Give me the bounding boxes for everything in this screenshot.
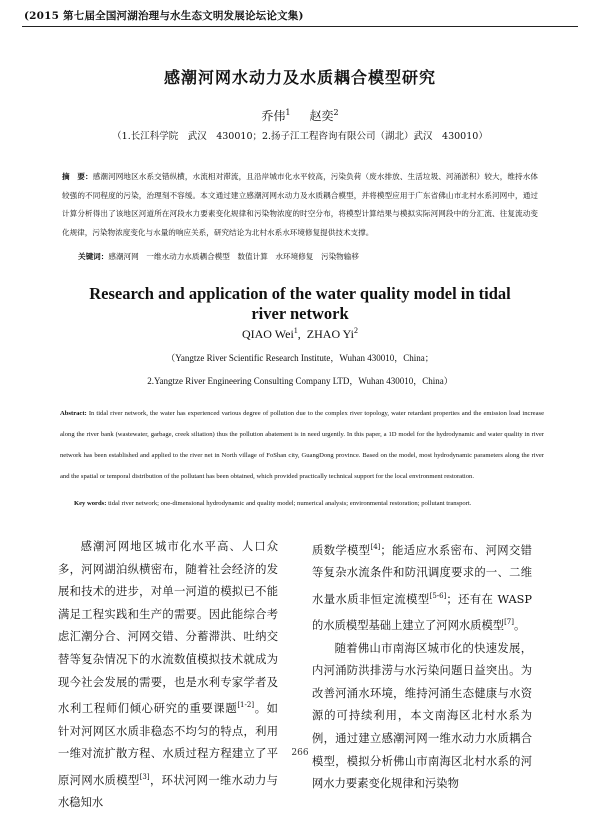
title-english: Research and application of the water quality model in tidal river network	[89, 284, 511, 323]
body-paragraph	[58, 536, 278, 815]
author-2-sup-en: 2	[354, 326, 359, 335]
author-2-name-en: ZHAO Yi	[306, 327, 355, 341]
running-head: (2015 第七届全国河湖治理与水生态文明发展论坛论文集)	[24, 10, 304, 22]
abstract-chinese	[62, 168, 538, 242]
page-number: 266	[291, 748, 309, 758]
author-1-name-cn: 乔伟	[261, 109, 286, 123]
body-text: 质数学模型	[312, 543, 371, 557]
body-text: 感潮河网地区城市化水平高、人口众多，河网湖泊纵横密布，随着社会经济的发展和技术的进步，对单一河道的模拟已不能满足工程实践和生产的需要。因此能综合考虑汇潮分合、河网交错、分蓄滞洪、吐纳交替等复杂情况下的水流数值模拟技术就成为现今社会发展的需要，也是水利专家学者及水利工程师们倾心研究的重要课题	[58, 540, 278, 715]
abstract-text-cn: 感潮河网地区水系交错纵横，水流相对滞流，且沿岸城市化水平较高，污染负荷（废水排放、生活垃圾、河涌淤积）较大，维持水体较强的不同程度的污染，治理刻不容缓。本文通过建立感潮河网水动力及水质耦合模型，并将模型应用于广东省佛山市北村水系河网中，通过计算分析得出了该地区河道所在河段水力要素变化规律和污染物浓度的时空分布，将模型计算结果与模拟实际河网段中的分汇流、往复流动变化规律，污染物浓度变化与水量的响应关系，研究结论为北村水系水环境修复提供技术支撑。	[62, 172, 538, 237]
author-2-name-cn: 赵奕	[309, 109, 334, 123]
abstract-label-en: Abstract:	[60, 410, 87, 417]
citation: [7]	[504, 618, 514, 627]
abstract-label-cn: 摘 要：	[62, 172, 93, 181]
body-paragraph	[312, 536, 532, 638]
author-1-sup-cn: 1	[285, 108, 291, 117]
keywords-label-cn: 关键词：	[78, 252, 109, 261]
body-text: ；还有在 WASP 的水质模型基础上建立了河网水质模型	[312, 592, 532, 633]
authors-english: QIAO Wei$^1$, ZHAO Yi$^2$	[241, 326, 359, 341]
body-paragraph: 随着佛山市南海区城市化的快速发展，内河涌防洪排涝与水污染问题日益突出。为改善河涌水环境，维持河涌生态健康与水资源的可持续利用，本文南海区北村水系为例，通过建立感潮河网一维水动力水质耦合模型，模拟分析佛山市南海区北村水系的河网水力要素变化规律和污染物	[312, 641, 532, 791]
affiliation-chinese: （1.长江科学院 武汉 430010；2.扬子江工程咨询有限公司（湖北）武汉 430010）	[112, 131, 488, 142]
keywords-english	[74, 500, 544, 507]
affiliation-english-line-1: （Yangtze River Scientific Research Institute，Wuhan 430010，China；	[166, 353, 434, 363]
citation: [3]	[139, 772, 150, 781]
citation: [1-2]	[237, 701, 255, 710]
affiliation-english-line-2: 2.Yangtze River Engineering Consulting Company LTD，Wuhan 430010，China）	[147, 376, 453, 386]
abstract-text-en: In tidal river network, the water has experienced various degree of pollution due to the complex river topology, water retardant properties and the emission load increase along the river bank (wastewater, garbage, creek siltation) thus the pollution abatement is in need urgently. In this paper, a 1D model for the hydrodynamic and water quality in river network has been established and applied to the river net in North village of FoShan city, GuangDong province. Based on the model, most hydrodynamic parameters along the river and the spatial or temporal distribution of the pollutant has been obtained, which provided practically technical support for the local environment restoration.	[60, 410, 544, 480]
keywords-label-en: Key words:	[74, 500, 107, 507]
body-text: 。如针对河网区水质非稳态不均匀的特点，利用一维对流扩散方程、水质过程方程建立了平原河网水质模型	[58, 701, 278, 787]
body-text: ，环状河网一维水动力与水稳知水	[58, 773, 278, 810]
author-2-sup-cn: 2	[333, 108, 339, 117]
citation: [5-6]	[429, 591, 447, 600]
title-chinese: 感潮河网水动力及水质耦合模型研究	[163, 68, 436, 87]
citation: [4]	[370, 543, 381, 551]
header-rule	[22, 26, 578, 27]
body-text: ；能适应水系密布、河网交错等复杂水流条件和防汛调度要求的一、二维水量水质非恒定流模型	[312, 543, 532, 606]
keywords-chinese	[78, 251, 538, 262]
author-1-name-en: QIAO Wei	[241, 327, 294, 341]
body-text: 。	[513, 619, 526, 633]
keywords-text-en: tidal river network; one-dimensional hydrodynamic and quality model; numerical analysis; environmental restoration; pollutant transport.	[108, 500, 472, 507]
author-1-sup-en: 1	[293, 326, 298, 335]
body-column-left	[58, 536, 278, 815]
authors-chinese	[0, 107, 600, 124]
keywords-text-cn: 感潮河网 一维水动力水质耦合模型 数值计算 水环境修复 污染物输移	[108, 252, 359, 261]
abstract-english	[60, 403, 544, 487]
